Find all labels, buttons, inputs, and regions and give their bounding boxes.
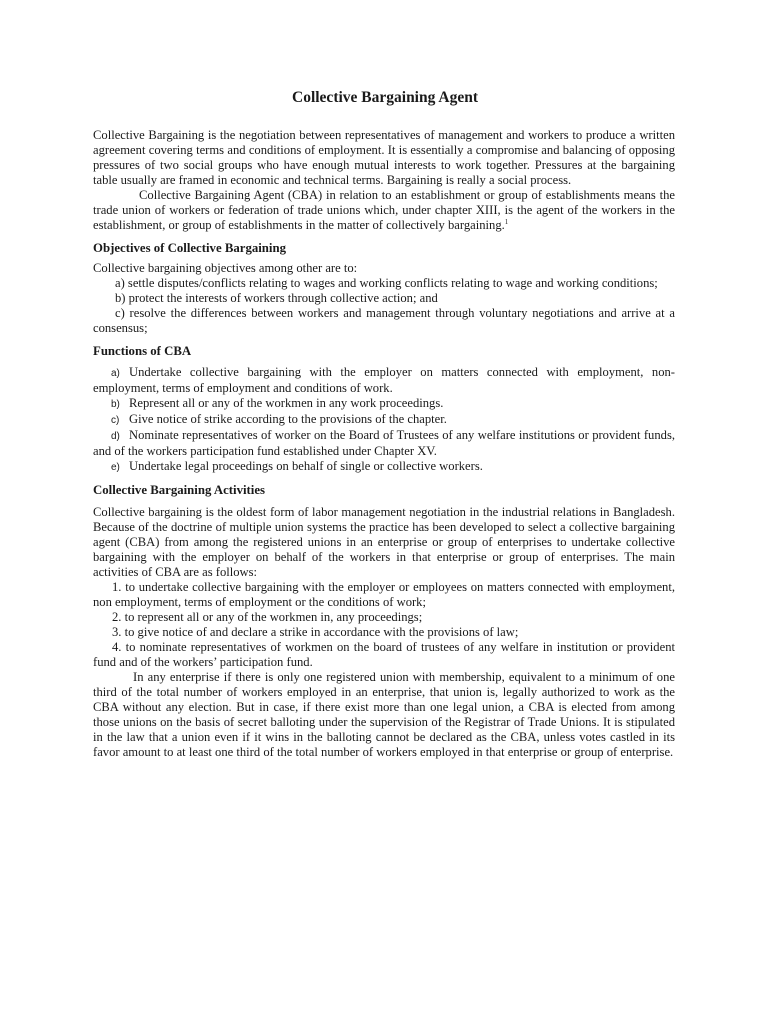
objective-item: a) settle disputes/conflicts relating to wages and working conflicts relating to wage and working conditions;: [115, 276, 658, 290]
footnote-mark: 1: [504, 217, 509, 226]
function-item: [93, 428, 675, 459]
cba-definition-paragraph: [93, 188, 675, 233]
objectives-lead: Collective bargaining objectives among other are to:: [93, 261, 358, 275]
objective-item: c) resolve the differences between workers and management through voluntary negotiations and arrive at a consensus;: [93, 306, 675, 335]
objective-item: b) protect the interests of workers through collective action; and: [115, 291, 438, 305]
activity-item: 3. to give notice of and declare a strike in accordance with the provisions of law;: [112, 625, 519, 639]
function-item-text: Nominate representatives of worker on the Board of Trustees of any welfare institutions or provident funds, and of the workers participation fund established under Chapter XV.: [93, 428, 675, 458]
function-item: [93, 412, 675, 428]
document-body: [93, 128, 675, 760]
function-item-text: Undertake collective bargaining with the employer on matters connected with employment, non-employment, terms of employment and conditions of work.: [93, 365, 675, 395]
intro-paragraph: Collective Bargaining is the negotiation between representatives of management and workers to produce a written agreement covering terms and conditions of employment. It is essentially a compromise and balancing of opposing pressures of two social groups who have enough mutual interests to work together. Pressures at the bargaining table usually are framed in economic and technical terms. Bargaining is really a social process.: [93, 128, 675, 187]
function-item-letter: d): [111, 431, 120, 442]
activities-heading: Collective Bargaining Activities: [93, 483, 266, 497]
activity-item: 4. to nominate representatives of workmen on the board of trustees of any welfare in institution or provident fund and of the workers’ participation fund.: [93, 640, 675, 669]
objectives-heading: Objectives of Collective Bargaining: [93, 241, 286, 255]
functions-list: [93, 365, 675, 475]
election-paragraph: In any enterprise if there is only one registered union with membership, equivalent to a minimum of one third of the total number of workers employed in an enterprise, that union is, legally authorized to work as the CBA without any election. But in case, if there exist more than one legal union, a CBA is elected from among those unions on the basis of secret balloting under the supervision of the Registrar of Trade Unions. It is stipulated in the law that a union even if it wins in the balloting cannot be declared as the CBA, unless votes castled in its favor amount to at least one third of the total number of workers employed in that enterprise or group of enterprise.: [93, 670, 675, 759]
activity-item: 2. to represent all or any of the workmen in, any proceedings;: [112, 610, 423, 624]
activities-paragraph: Collective bargaining is the oldest form of labor management negotiation in the industrial relations in Bangladesh. Because of the doctrine of multiple union systems the practice has been developed to select a collective bargaining agent (CBA) from among the registered unions in an enterprise or group of enterprises to undertake collective bargaining with the employer on behalf of the workers in that enterprise or group of enterprises. The main activities of CBA are as follows:: [93, 505, 675, 579]
function-item: [93, 459, 675, 475]
function-item: [93, 365, 675, 396]
function-item-letter: a): [111, 368, 120, 379]
functions-heading: Functions of CBA: [93, 344, 192, 358]
cba-definition-text: Collective Bargaining Agent (CBA) in relation to an establishment or group of establishments means the trade union of workers or federation of trade unions which, under chapter XIII, is the agent of the workers in the establishment, or group of establishments in the matter of collectively bargaining.: [93, 188, 675, 232]
function-item-text: Give notice of strike according to the provisions of the chapter.: [129, 412, 447, 426]
function-item-letter: e): [111, 462, 120, 473]
function-item-text: Represent all or any of the workmen in any work proceedings.: [129, 396, 444, 410]
function-item: [93, 396, 675, 412]
page-title: Collective Bargaining Agent: [292, 89, 478, 106]
function-item-text: Undertake legal proceedings on behalf of single or collective workers.: [129, 459, 483, 473]
function-item-letter: c): [111, 415, 120, 426]
function-item-letter: b): [111, 399, 120, 410]
activity-item: 1. to undertake collective bargaining with the employer or employees on matters connected with employment, non employment, terms of employment or the conditions of work;: [93, 580, 675, 609]
